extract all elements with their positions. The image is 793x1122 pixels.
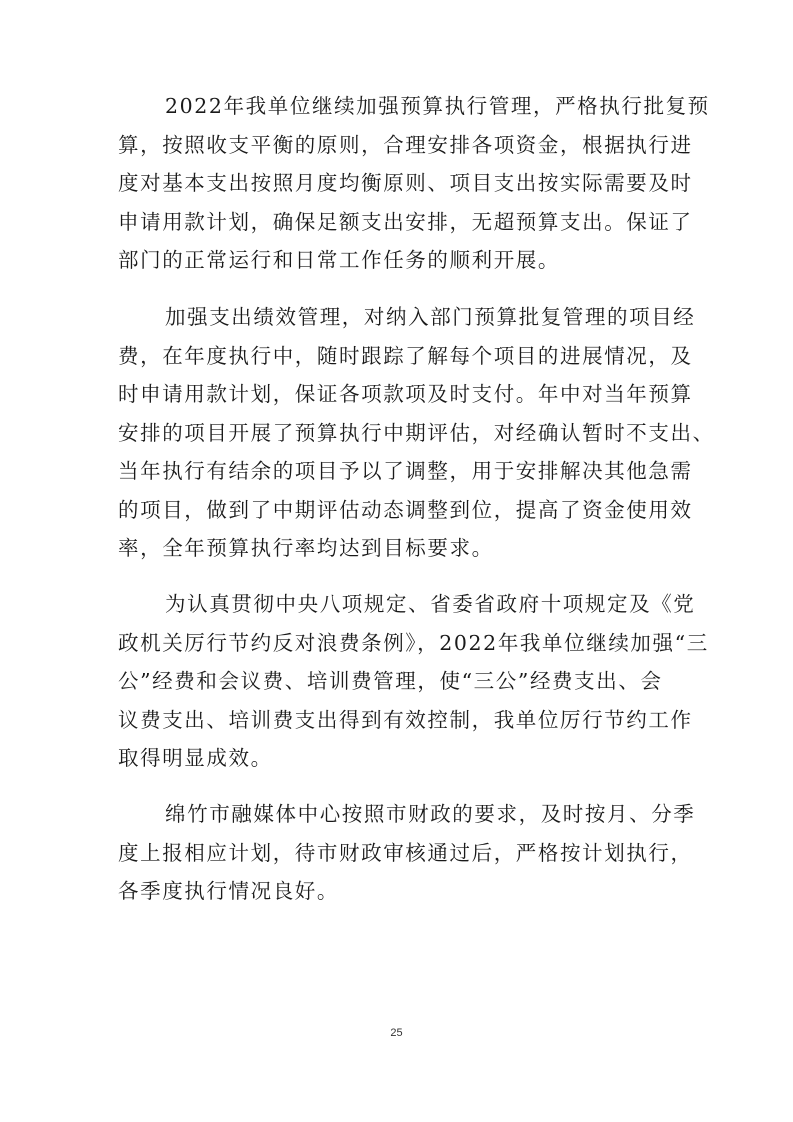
paragraph-media-center-plan: [118, 795, 698, 911]
paragraph-performance-management: [118, 298, 715, 568]
paragraph-line: 安排的项目开展了预算执行中期评估，对经确认暂时不支出、: [118, 420, 715, 445]
paragraph-line: 政机关厉行节约反对浪费条例》，2022年我单位继续加强“三: [118, 630, 709, 655]
paragraph-line: 公”经费和会议费、培训费管理，使“三公”经费支出、会: [118, 669, 663, 693]
paragraph-line: 当年执行有结余的项目予以了调整，用于安排解决其他急需: [118, 459, 693, 483]
paragraph-line: 各季度执行情况良好。: [118, 879, 339, 903]
paragraph-line: 加强支出绩效管理，对纳入部门预算批复管理的项目经: [165, 305, 696, 329]
paragraph-line: 为认真贯彻中央八项规定、省委省政府十项规定及《党: [165, 592, 696, 616]
paragraph-line: 度上报相应计划，待市财政审核通过后，严格按计划执行，: [118, 840, 693, 865]
paragraph-line: 度对基本支出按照月度均衡原则、项目支出按实际需要及时: [118, 171, 693, 195]
paragraph-line: 算，按照收支平衡的原则，合理安排各项资金，根据执行进: [118, 132, 693, 157]
paragraph-line: 2022年我单位继续加强预算执行管理，严格执行批复预: [165, 94, 710, 118]
paragraph-line: 的项目，做到了中期评估动态调整到位，提高了资金使用效: [118, 497, 693, 522]
paragraph-line: 议费支出、培训费支出得到有效控制，我单位厉行节约工作: [118, 707, 693, 732]
page-number: 25: [390, 1027, 403, 1039]
paragraph-line: 申请用款计划，确保足额支出安排，无超预算支出。保证了: [118, 209, 693, 234]
paragraph-frugality-regulations: [118, 585, 709, 778]
paragraph-line: 费，在年度执行中，随时跟踪了解每个项目的进展情况，及: [118, 343, 693, 368]
paragraph-line: 率，全年预算执行率均达到目标要求。: [118, 536, 494, 560]
paragraph-line: 时申请用款计划，保证各项款项及时支付。年中对当年预算: [118, 382, 693, 406]
paragraph-line: 取得明显成效。: [118, 746, 273, 770]
paragraph-line: 部门的正常运行和日常工作任务的顺利开展。: [118, 248, 560, 272]
paragraph-budget-execution: [118, 87, 710, 280]
paragraph-line: 绵竹市融媒体中心按照市财政的要求，及时按月、分季: [165, 802, 696, 826]
